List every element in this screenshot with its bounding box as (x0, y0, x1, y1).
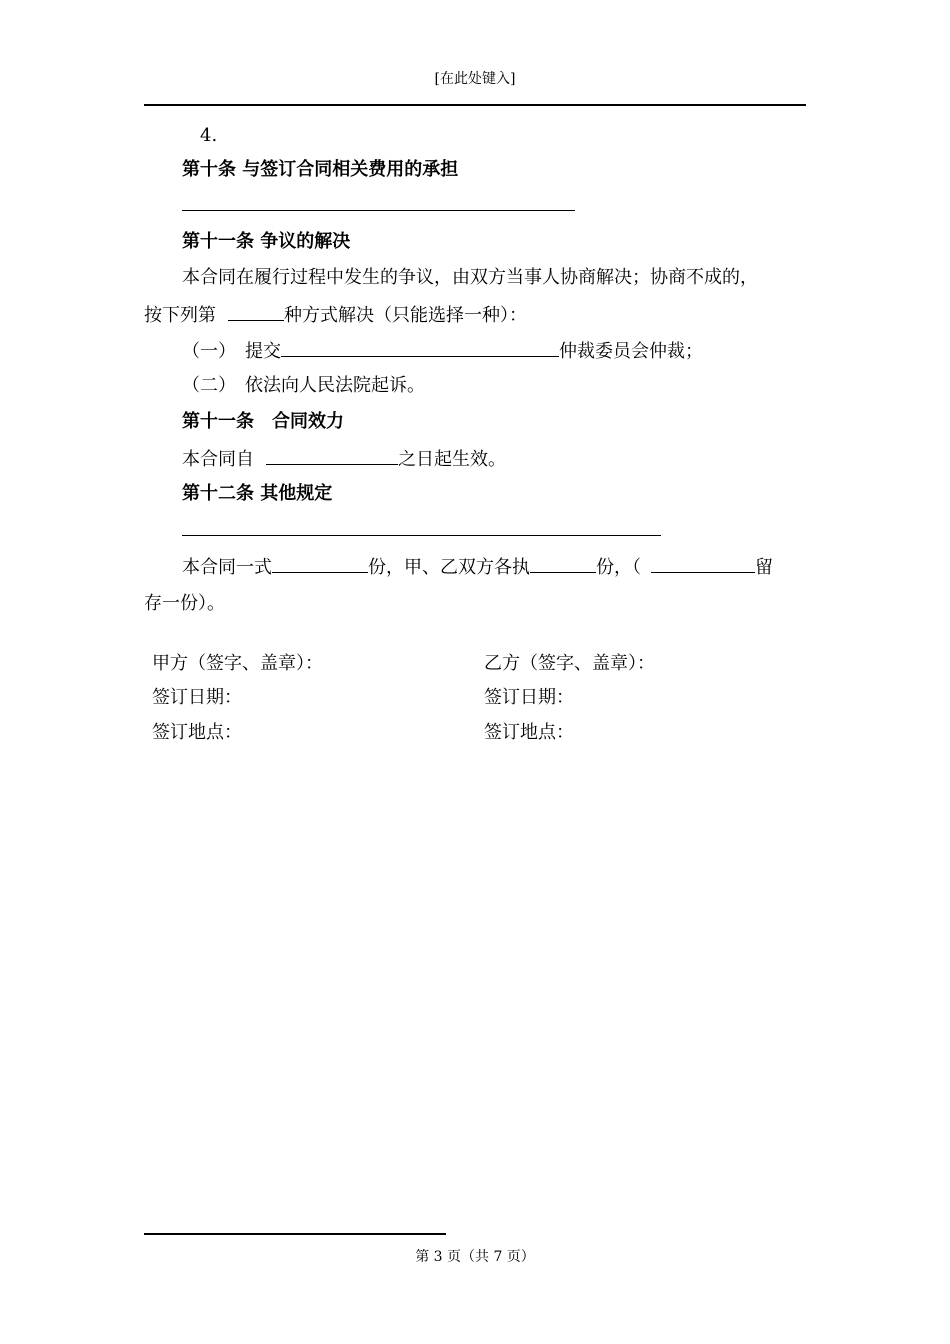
dispute-choice-prefix: 按下列第 (144, 305, 216, 326)
arbitration-commission-blank (281, 338, 559, 357)
copies-middle: 份，甲、乙双方各执 (368, 557, 530, 578)
dispute-choice-blank (228, 302, 284, 321)
article-11-paragraph-line-2 (144, 302, 527, 328)
article-11-title: 第十一条 争议的解决 (182, 231, 351, 252)
copies-prefix: 本合同一式 (182, 557, 272, 578)
article-12-title: 第十二条 其他规定 (182, 483, 333, 504)
copies-sentence-line-2: 存一份）。 (144, 593, 225, 614)
copies-sentence-line-1 (182, 554, 773, 580)
article-11-paragraph-line-1: 本合同在履行过程中发生的争议，由双方当事人协商解决；协商不成的， (182, 267, 758, 288)
article-10-title: 第十条 与签订合同相关费用的承担 (182, 159, 459, 180)
copies-retain: 留 (755, 557, 773, 578)
header-rule (144, 104, 806, 106)
dispute-option-1 (182, 338, 703, 364)
dispute-option-1-suffix: 仲裁委员会仲裁； (559, 341, 703, 362)
dispute-choice-suffix: 种方式解决（只能选择一种）： (284, 305, 527, 326)
effect-sentence (182, 446, 506, 472)
dispute-option-2: （二） 依法向人民法院起诉。 (182, 375, 425, 396)
copies-open-paren: 份，（ (596, 557, 641, 578)
effect-date-blank (266, 446, 398, 465)
page-header: [在此处键入] (434, 71, 516, 87)
party-a-signature-label: 甲方（签字、盖章）： (152, 653, 323, 674)
party-b-place-label: 签订地点： (484, 722, 574, 743)
copies-total-blank (272, 554, 368, 573)
party-b-signature-label: 乙方（签字、盖章）： (484, 653, 655, 674)
footnote-rule (144, 1233, 446, 1235)
party-b-date-label: 签订日期： (484, 687, 574, 708)
article-11-effect-title: 第十一条 合同效力 (182, 411, 344, 432)
effect-suffix: 之日起生效。 (398, 449, 506, 470)
copies-keeper-blank (651, 554, 755, 573)
effect-prefix: 本合同自 (182, 449, 254, 470)
copies-each-blank (530, 554, 596, 573)
party-a-place-label: 签订地点： (152, 722, 242, 743)
article-10-blank-line (182, 210, 575, 211)
list-item-4: 4. (200, 125, 218, 146)
page-number: 第 3 页（共 7 页） (415, 1249, 535, 1265)
dispute-option-1-prefix: （一） 提交 (182, 341, 281, 362)
article-12-blank-line (182, 535, 661, 536)
party-a-date-label: 签订日期： (152, 687, 242, 708)
